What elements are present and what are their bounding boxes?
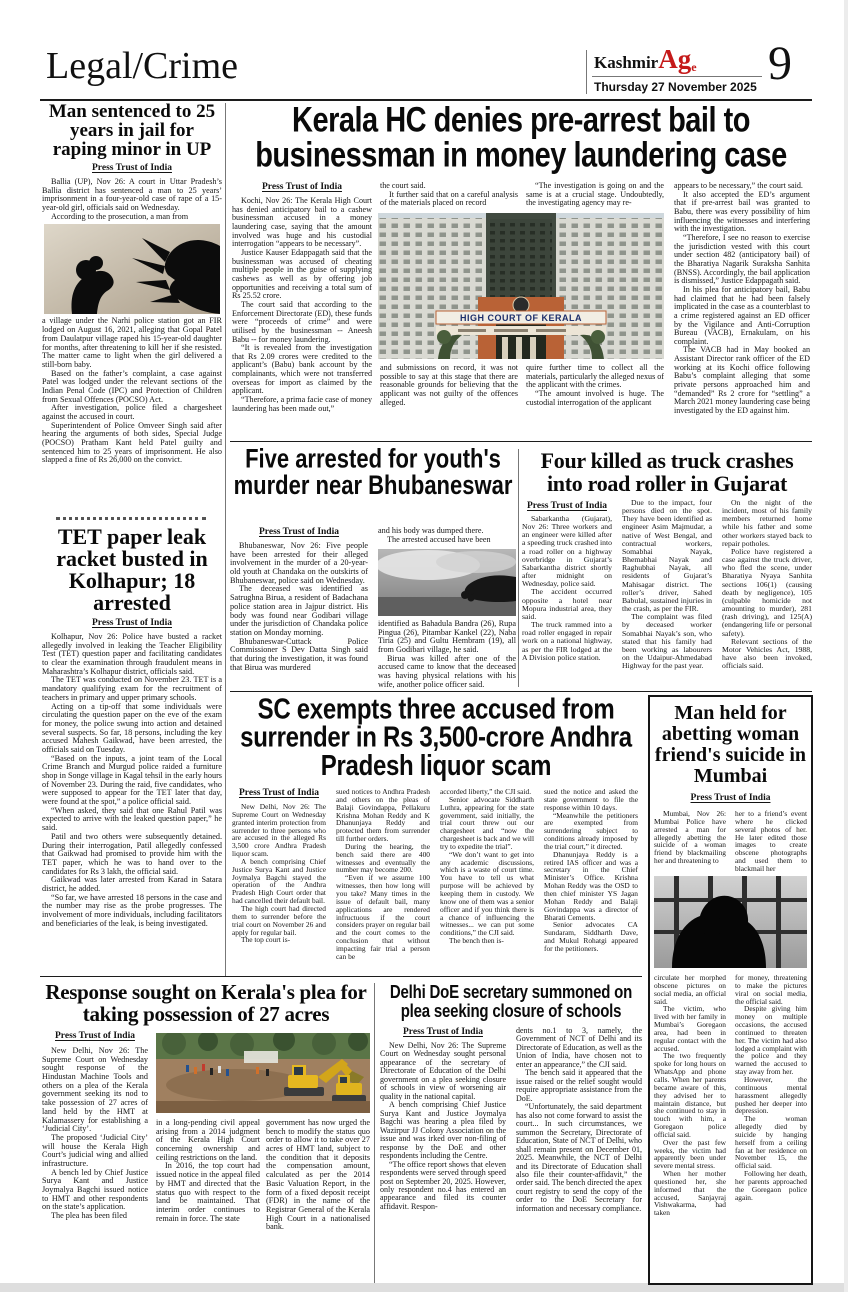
article-headline: Man sentenced to 25 years in jail for raping minor in UP: [48, 102, 216, 160]
article-kerala-hc-bail: [230, 102, 812, 440]
article-headline: Man held for abetting woman friend's suicide in Mumbai: [654, 702, 807, 787]
article-byline: Press Trust of India: [92, 163, 172, 173]
crime-scene-photo: [378, 549, 516, 616]
issue-date: Thursday 27 November 2025: [594, 80, 757, 94]
article-bhubaneswar-murder: [230, 446, 516, 690]
article-column: “The investigation is going on and the same is at a crucial stage. Undoubtedly, the investigating agency may re-: [526, 182, 664, 208]
divider-mid-band: [230, 691, 812, 692]
article-headline: Response sought on Kerala's plea for taking possession of 27 acres: [45, 981, 367, 1027]
masthead-left-rule: [586, 50, 587, 94]
article-column: accorded liberty,” the CJI said. Senior advocate Siddharth Luthra, appearing for the state government, said initially, the trial court threw out our chargesheet and “now the chargesheet is back and we will try to expedite the trial”. “We don’t want to get into any academic discussions, which is a waste of court time. You have to tell us what purpose will be achieved by keeping them in custody. We know one of them was a senior officer and if you think there is a chance of influencing the witnesses... we can put some conditions,” the CJI said. The bench then is-: [440, 788, 534, 946]
article-headline: Five arrested for youth's murder near Bhubaneswar: [233, 446, 513, 500]
dotted-separator: [56, 517, 206, 520]
article-body: Kolhapur, Nov 26: Police have busted a racket allegedly involved in leaking the Teacher Eligibility Test (TET) question paper and facilitating candidates to clear the examination through fraudulent means in Maharashtra’s Kolhapur district, officials said. The TET was conducted on November 23. TET is a mandatory qualifying exam for the recruitment of teachers in primary and upper primary schools. Acting on a tip-off that some individuals were circulating the question paper on the eve of the exam for money, the police swung into action and detained several suspects. So far, 18 persons, including the key accused Mahesh Gaikwad, have been arrested, the officials said on Tuesday. “Based on the inputs, a joint team of the Local Crime Branch and Murgud police raided a furniture shop in Songe village in Kagal tehsil in the early hours of November 23. During the raid, five candidates, who were supposed to appear for the TET later that day, were found at the spot,” a police official said. “When asked, they said that one Rahul Patil was expected to arrive with the leaked question paper,” he said. Patil and two others were subsequently detained. During their interrogation, Patil allegedly confessed that Gaikwad had promised to provide him with the TET paper, which he was to hand over to the candidates for Rs 3 lakh, the official said. Gaikwad was later arrested from Karad in Satara district, he added. “So far, we have arrested 18 persons in the case and the number may rise as the probe progresses. The involvement of more individuals, including facilitators and beneficiaries of the leak, is being investigated.: [42, 633, 222, 928]
article-headline: Four killed as truck crashes into road roller in Gujarat: [540, 448, 794, 497]
article-kerala-27-acres: [40, 981, 372, 1283]
masthead-divider: [592, 76, 762, 77]
article-byline: Press Trust of India: [239, 788, 319, 798]
article-column: government has now urged the bench to modify the status quo order to allow it to take over 27 acres of HMT land, subject to the condition that it deposits the compensation amount, calculated as per the 2014 Basic Valuation Report, in the form of a fixed deposit receipt (FDR) in the name of the Registrar General of the Kerala High Court in a nationalised bank.: [266, 1119, 370, 1232]
article-rape-sentence: [42, 102, 222, 514]
article-column: New Delhi, Nov 26: The Supreme Court on Wednesday sought personal appearance of the secretary of Directorate of Education of the Delhi government on a plea seeking closure of schools in view of worsening air quality in the national capital. A bench comprising Chief Justice Surya Kant and Justice Joymalya Bagchi was hearing a plea filed by Wazirpur JJ Colony Association on the issue and was irked over non-filing of response by the DoE and other respondents including the Centre. “The office report shows that eleven respondents were served through speed post on September 20, 2025. However, only respondent no.4 has entered an appearance and filed its counter affidavit. Respon-: [380, 1042, 506, 1211]
article-byline: Press Trust of India: [403, 1027, 483, 1037]
article-column: On the night of the incident, most of his family members returned home while his father and some other workers stayed back to repair potholes. Police have registered a case against the truck driver, who fled the scene, under Bharatiya Nyaya Sanhita sections 106(1) (causing death by negligence), 105 (culpable homicide not amounting to murder), 281 (rash driving), and 125(A) (endangering life or personal safety). Relevant sections of the Motor Vehicles Act, 1988, have also been invoked, officials said.: [722, 499, 812, 671]
article-column: circulate her morphed obscene pictures on social media, an official said. The victim, who lived with her family in Mumbai’s Goregaon area, had been in regular contact with the accused. The two frequently spoke for long hours on WhatsApp and phone calls. When her parents became aware of this, they advised her to maintain distance, but she continued to stay in touch with him, a Goregaon police official said. Over the past few weeks, the victim had apparently been under severe mental stress. When her mother questioned her, she informed that the accused, Sanjayraj Vishwakarma, had taken: [654, 974, 726, 1218]
article-column: New Delhi, Nov 26: The Supreme Court on Wednesday granted interim protection from surrender to three persons who are accused in the alleged Rs 3,500 crore Andhra Pradesh liquor scam. A bench comprising Chief Justice Surya Kant and Justice Joymalya Bagchi stayed the operation of the Andhra Pradesh High Court order that had cancelled their default bail. The high court had directed them to surrender before the trial court on November 26 and apply for regular bail. The top court is-: [232, 803, 326, 945]
article-column: Bhubaneswar, Nov 26: Five people have been arrested for their alleged involvement in the murder of a 20-year-old youth at Chandaka on the outskirts of Bhubaneswar, police said on Wednesday. The deceased was identified as Satrughna Birua, a resident of Badachana police station area in Jajpur district. His body was found near Godibari village under the jurisdiction of Chandaka police station on Monday morning. Bhubaneswar-Cuttack Police Commissioner S Dev Datta Singh said that during the investigation, it was found that Birua was murdered: [230, 542, 368, 672]
article-headline: Kerala HC denies pre-arrest bail to businessman in money laundering case: [255, 102, 787, 175]
brand-accent-small: e: [691, 60, 697, 74]
brand-accent: Ag: [658, 44, 692, 74]
masthead-logo: [594, 44, 697, 75]
divider-bhu-guj: [518, 449, 519, 687]
court-sign-text: HIGH COURT OF KERALA: [460, 313, 582, 323]
article-column: Due to the impact, four persons died on the spot. They have been identified as engineer Asim Majmudar, a native of West Bengal, and contractual workers, Somabhai Nayak, Bhemabhai Nayak and Raghubhai Nayak, all residents of Gujarat’s Mahisagar district. The roller’s driver, Sahed Babulal, sustained injuries in the crash, as per the FIR. The complaint was filed by deceased worker Somabhai Nayak’s son, who stated that his family had been working as labourers on the Udaipur-Ahmedabad Highway for the past year.: [622, 499, 712, 671]
article-byline: Press Trust of India: [55, 1031, 135, 1041]
page-right-edge: [844, 0, 848, 1292]
article-column: quire further time to collect all the materials, particularly the alleged nexus of the applicant with the crimes. “The amount involved is huge. The custodial interrogation of the applicant: [526, 364, 664, 407]
article-column: the court said. It further said that on a careful analysis of the materials placed on record: [380, 182, 518, 208]
article-byline: Press Trust of India: [259, 527, 339, 537]
article-byline: Press Trust of India: [92, 618, 172, 628]
brand-word: Kashmir: [594, 53, 659, 72]
article-headline: Delhi DoE secretary summoned on plea seeking closure of schools: [389, 981, 633, 1022]
article-tet-leak: [42, 526, 222, 974]
section-title: Legal/Crime: [46, 45, 239, 87]
article-body: Ballia (UP), Nov 26: A court in Uttar Pradesh’s Ballia district has sentenced a man to 25 years’ imprisonment in a four-year-old case of rape of a 15-year-old girl, officials said on Wednesday. According to the prosecution, a man from: [42, 178, 222, 221]
article-column: her to a friend’s event where he clicked several photos of her. He later edited those images to create obscene photographs and used them to blackmail her: [735, 810, 807, 873]
article-column: sued notices to Andhra Pradesh and others on the pleas of Balaji Govindappa, Pellakuru Krishna Mohan Reddy and K Dhanunjaya Reddy and protected them from surrender till further orders. During the hearing, the bench said there are 400 witnesses and eventually the number may become 200. “Even if we assume 100 witnesses, then how long will you take? Many times in the issue of default bail, many applications are rendered infructuous if the court considers prayer on regular bail and the court comes to the conclusion that without impacting fair trial a person can be: [336, 788, 430, 961]
divider-under-lead: [230, 441, 812, 442]
article-column: appears to be necessary,” the court said. It also accepted the ED’s argument that if pre-arrest bail was granted to Babu, there was every possibility of him influencing the witnesses and interfering with the investigation. “Therefore, I see no reason to exercise the jurisdiction vested with this court under section 482 (anticipatory bail) of the Bharatiya Nagarik Suraksha Sanhita (BNSS). Accordingly, the bail application is dismissed,” Justice Edappagath said. In his plea for anticipatory bail, Babu had claimed that he had been falsely implicated in the case as a counterblast to a crime registered against an ED officer by the Vigilance and Anti-Corruption Bureau (VACB), Ernakulam, on his complaint. The VACB had in May booked an Assistant Director rank officer of the ED working at its Kochi office following Babu’s complaint alleging that some private persons approached him and “demanded” Rs 2 crore for “settling” a March 2021 money laundering case being investigated by the ED against him.: [674, 182, 810, 416]
divider-k27-doe: [374, 983, 375, 1283]
page-number: 9: [768, 37, 792, 90]
article-mumbai-suicide: [648, 695, 813, 1285]
article-column: Mumbai, Nov 26: Mumbai Police have arrested a man for allegedly abetting the suicide of a woman friend by blackmailing her and threatening to: [654, 810, 726, 866]
article-column: in a long-pending civil appeal arising from a 2014 judgment of the Kerala High Court concerning ownership and ceiling restrictions on the land. In 2016, the top court had issued notice in the appeal filed by HMT and directed that the status quo with respect to the land be maintained. That interim order continues to remain in force. The state: [156, 1119, 260, 1223]
article-headline: SC exempts three accused from surrender in Rs 3,500-crore Andhra Pradesh liquor scam: [240, 694, 632, 783]
kerala-high-court-photo: [378, 213, 664, 359]
article-column: New Delhi, Nov 26: The Supreme Court on Wednesday sought response of the Hindustan Machine Tools and others on a plea of the Kerala government seeking its nod to take possession of 27 acres of land held by the HMT at Kalamassery for establishing a ‘Judicial City’. The proposed ‘Judicial City’ will house the Kerala High Court’s judicial wing and allied infrastructure. A bench led by Chief Justice Surya Kant and Justice Joymalya Bagchi issued notice to HMT and other respondents on the state’s application. The plea has been filed: [42, 1047, 148, 1221]
article-column: dents no.1 to 3, namely, the Government of NCT of Delhi and its Directorate of Education, as well as the Union of India, have chosen not to enter an appearance,” the CJI said. The bench said it appeared that the issue raised or the relief sought would require appropriate assistance from the DoE. “Unfortunately, the said department has also not come forward to assist the court... In such circumstances, we summon the Secretary, Directorate of Education, State of NCT of Delhi, who shall remain present on December 01, 2025. Meanwhile, the NCT of Delhi and its Directorate of Education shall also file their counter-affidavit,” the order said. The bench directed the apex court registry to send the copy of the order to the DoE Secretary for information and necessary compliance.: [516, 1027, 642, 1213]
article-delhi-doe: [378, 981, 644, 1283]
excavation-site-photo: [156, 1033, 370, 1113]
divider-bottom-band: [40, 976, 642, 977]
article-column: and submissions on record, it was not possible to say at this stage that there are reasonable grounds for believing that the applicant was not guilty of the offences alleged.: [380, 364, 518, 407]
article-column: identified as Bahadula Bandra (26), Rupa Pingua (26), Pitambar Kankel (22), Naba Tiria (25) and Gultu Hembram (19), all from Godibari village, he said. Birua was killed after one of the accused came to know that the deceased was having physical relations with his wife, another police officer said.: [378, 620, 516, 689]
article-sc-liquor-scam: [230, 694, 642, 976]
article-byline: Press Trust of India: [527, 501, 607, 511]
article-byline: Press Trust of India: [690, 793, 771, 803]
left-column-divider: [225, 103, 226, 976]
despair-silhouette-photo: [654, 876, 807, 968]
article-column: and his body was dumped there. The arrested accused have been: [378, 527, 491, 544]
article-column: for money, threatening to make the pictures viral on social media, the official said. Despite giving him money on multiple occasions, the accused continued to threaten her. The victim had also lodged a complaint with the police and they warned the accused to stay away from her. However, the continuous mental harassment allegedly pushed her deeper into depression. The woman allegedly died by suicide by hanging herself from a ceiling fan at her residence on November 15, the official said. Following her death, her parents approached the Goregaon police again.: [735, 974, 807, 1202]
article-gujarat-crash: [522, 446, 812, 690]
article-column: Sabarkantha (Gujarat), Nov 26: Three workers and an engineer were killed after a speeding truck crashed into a road roller on a highway overbridge in Gujarat’s Sabarkantha district shortly after midnight on Wednesday, police said. The accident occurred opposite a hotel near Mopura industrial area, they said. The truck rammed into a road roller engaged in repair work on a national highway, as per the FIR lodged at the A Division police station.: [522, 515, 612, 662]
abuse-silhouette-photo: [44, 224, 220, 314]
article-column: Kochi, Nov 26: The Kerala High Court has denied anticipatory bail to a cashew businessman accused in a money laundering case, saying that the amount involved was huge and his custodial interrogation “appears to be necessary”. Justice Kauser Edappagath said that the businessman was accused of cheating multiple people in the guise of supplying cashews as well as by offering job opportunities and receiving a total sum of Rs 25.52 crore. The court said that according to the Enforcement Directorate (ED), these funds were “proceeds of crime” and were utilised by the businessman -- Aneesh Babu -- for money laundering. “It is revealed from the investigation that Rs 2.09 crores were credited to the applicant’s (Babu) bank account by the complainants, which were not transferred overseas for import as claimed by the applicant. “Therefore, a prima facie case of money laundering has been made out,”: [232, 197, 372, 413]
article-byline: Press Trust of India: [262, 182, 342, 192]
article-body: a village under the Narhi police station got an FIR lodged on August 16, 2021, alleging that Gopal Patel from Daulatpur village raped his 15-year-old daughter for months, after threatening to kill her if she resisted. The matter came to light when the girl delivered a still-born baby. Based on the father’s complaint, a case against Patel was lodged under the relevant sections of the Indian Penal Code (IPC) and Protection of Children from Sexual Offences (POCSO) Act. After investigation, police filed a chargesheet against the accused in court. Superintendent of Police Omveer Singh said after hearing the arguments of both sides, Special Judge (POCSO) Pratham Kant held Patel guilty and sentenced him to 25 years of imprisonment. He also slapped a fine of Rs 26,000 on the convict.: [42, 317, 222, 465]
article-headline: TET paper leak racket busted in Kolhapur; 18 arrested: [56, 526, 208, 615]
header-rule: [40, 99, 812, 101]
article-column: sued the notice and asked the state government to file the response within 10 days. “Meanwhile the petitioners are exempted from surrendering subject to conditions already imposed by the trial court,” it directed. Dhanunjaya Reddy is a retired IAS officer and was a secretary in the Chief Minister’s Office. Krishna Mohan Reddy was the OSD to then chief minister YS Jagan Mohan Reddy and Balaji Govindappa was a director of Bharati Cements. Senior advocates CA Sundaram, Siddharth Dave, and Mukul Rohatgi appeared for the petitioners.: [544, 788, 638, 953]
